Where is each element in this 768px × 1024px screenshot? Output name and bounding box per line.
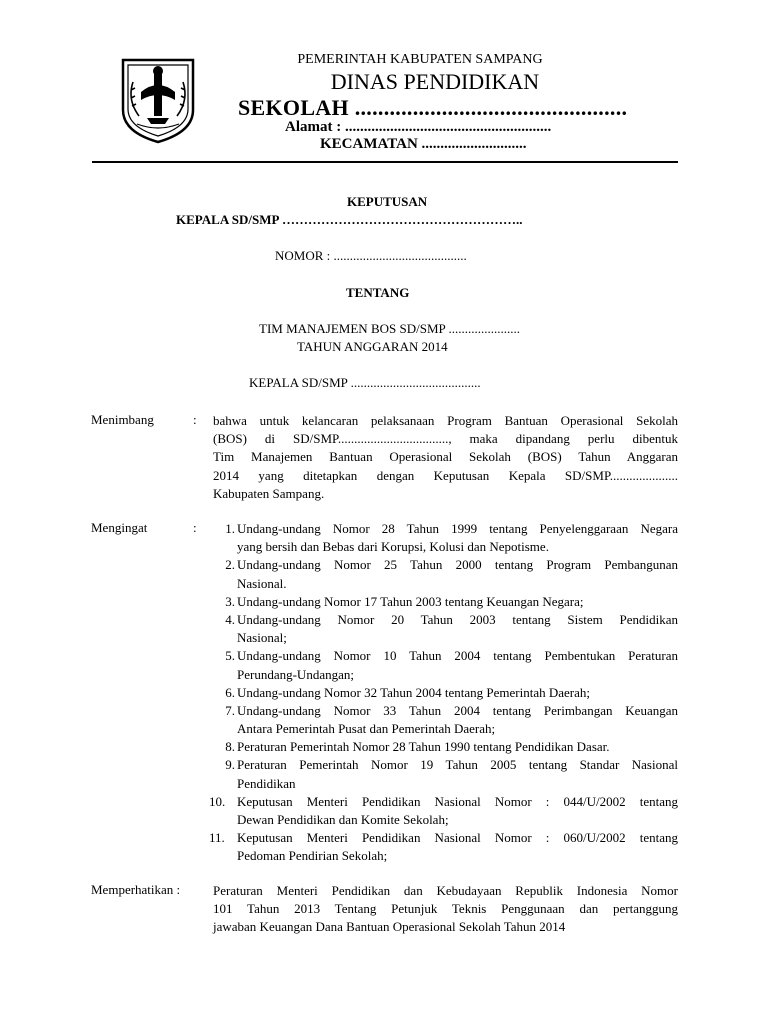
decree-about: TENTANG [346, 285, 410, 300]
list-line: Undang-undang Nomor 10 Tahun 2004 tentang Pembentukan Peraturan [237, 648, 678, 664]
list-line: Peraturan Pemerintah Nomor 28 Tahun 1990 tentang Pendidikan Dasar. [237, 739, 610, 755]
decree-subject: TIM MANAJEMEN BOS SD/SMP ...................... [259, 321, 520, 336]
list-line: Antara Pemerintah Pusat dan Pemerintah Daerah; [237, 721, 496, 737]
list-item [213, 593, 678, 611]
menimbang-paragraph [213, 412, 678, 503]
mengingat-label: Mengingat [91, 520, 148, 535]
memperhatikan-label: Memperhatikan : [91, 882, 181, 897]
paragraph-line: bahwa untuk kelancaran pelaksanaan Program Bantuan Operasional Sekolah [213, 413, 678, 428]
mengingat-list [209, 520, 678, 866]
list-number: 4. [225, 611, 235, 627]
decree-title: KEPUTUSAN [347, 194, 428, 209]
paragraph-line: Tim Manajemen Bantuan Operasional Sekolah (BOS) Tahun Anggaran [213, 449, 678, 465]
list-item [213, 520, 678, 556]
list-number: 5. [225, 648, 235, 664]
list-number: 6. [225, 684, 235, 700]
list-line: Pedoman Pendirian Sekolah; [237, 848, 388, 864]
memperhatikan-paragraph [213, 882, 678, 937]
list-line: Undang-undang Nomor 20 Tahun 2003 tentang Sistem Pendidikan [237, 611, 678, 627]
mengingat-colon: : [193, 520, 197, 535]
paragraph-line: 2014 yang ditetapkan dengan Keputusan Kepala SD/SMP..................... [213, 467, 678, 483]
paragraph-line: Kabupaten Sampang. [213, 485, 325, 501]
list-item [213, 556, 678, 592]
letterhead-divider [92, 161, 678, 163]
list-line: Dewan Pendidikan dan Komite Sekolah; [237, 812, 449, 827]
list-item [209, 829, 678, 865]
list-line: Undang-undang Nomor 25 Tahun 2000 tentang Program Pembangunan [237, 557, 678, 573]
decree-fiscal-year: TAHUN ANGGARAN 2014 [297, 339, 448, 354]
list-line: Nasional; [237, 630, 287, 646]
list-item [213, 647, 678, 683]
list-line: Undang-undang Nomor 32 Tahun 2004 tentang Pemerintah Daerah; [237, 684, 591, 700]
list-line: Keputusan Menteri Pendidikan Nasional Nomor : 060/U/2002 tentang [237, 830, 678, 846]
list-line: Peraturan Pemerintah Nomor 19 Tahun 2005 tentang Standar Nasional [237, 757, 678, 773]
list-line: Perundang-Undangan; [237, 666, 354, 682]
decree-number: NOMOR : ......................................... [275, 248, 467, 263]
department-name: DINAS PENDIDIKAN [330, 69, 540, 94]
list-line: Undang-undang Nomor 33 Tahun 2004 tentang Perimbangan Keuangan [237, 702, 678, 718]
list-line: Undang-undang Nomor 17 Tahun 2003 tentang Keuangan Negara; [237, 593, 584, 609]
list-line: Nasional. [237, 575, 287, 591]
list-item [209, 793, 678, 829]
list-line: yang bersih dan Bebas dari Korupsi, Kolusi dan Nepotisme. [237, 539, 549, 555]
list-number: 8. [225, 739, 235, 755]
list-number: 9. [225, 757, 235, 773]
school-name-line: SEKOLAH ............................................... [238, 95, 628, 120]
government-name: PEMERINTAH KABUPATEN SAMPANG [297, 52, 543, 67]
list-line: Keputusan Menteri Pendidikan Nasional Nomor : 044/U/2002 tentang [237, 793, 678, 809]
list-item [213, 756, 678, 792]
list-item [213, 702, 678, 738]
paragraph-line: 101 Tahun 2013 Tentang Petunjuk Teknis Penggunaan dan pertanggung [213, 901, 678, 917]
list-number: 7. [225, 702, 235, 718]
list-number: 2. [225, 557, 235, 573]
decree-principal: KEPALA SD/SMP ........................................ [249, 375, 481, 390]
menimbang-label: Menimbang [91, 412, 154, 427]
paragraph-line: (BOS) di SD/SMP.................................., maka dipandang perlu dibentuk [213, 431, 678, 447]
list-item [213, 738, 678, 756]
list-number: 11. [209, 830, 225, 846]
paragraph-line: jawaban Keuangan Dana Bantuan Operasional Sekolah Tahun 2014 [213, 919, 566, 935]
list-number: 1. [225, 521, 235, 536]
list-line: Pendidikan [237, 775, 296, 791]
list-item [213, 611, 678, 647]
list-number: 10. [209, 793, 226, 809]
address-line: Alamat : ....................................................... [285, 119, 552, 135]
list-line: Undang-undang Nomor 28 Tahun 1999 tentang Penyelenggaraan Negara [237, 521, 678, 536]
district-line: KECAMATAN ............................ [320, 136, 527, 152]
paragraph-line: Peraturan Menteri Pendidikan dan Kebudayaan Republik Indonesia Nomor [213, 883, 678, 898]
menimbang-colon: : [193, 412, 197, 427]
decree-issuer: KEPALA SD/SMP ……………………………………………….. [176, 212, 523, 227]
list-item [213, 684, 678, 702]
list-number: 3. [225, 593, 235, 609]
